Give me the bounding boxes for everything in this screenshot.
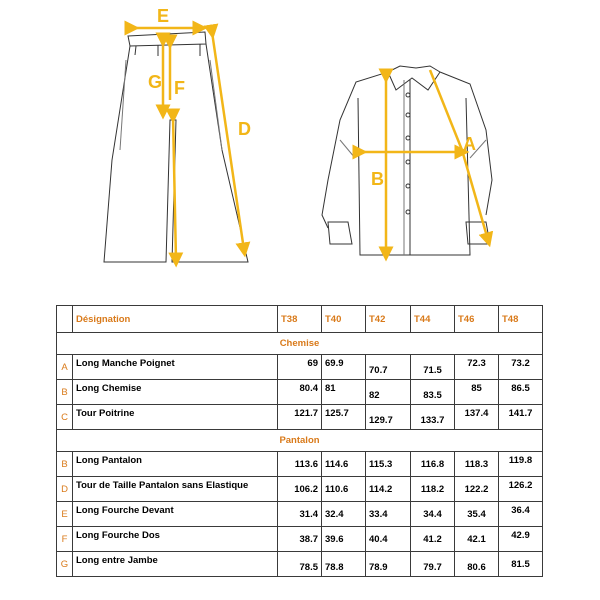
- cell-value: 114.6: [322, 452, 366, 477]
- cell-value: 41.2: [411, 527, 455, 552]
- cell-value: 79.7: [411, 552, 455, 577]
- cell-value: 110.6: [322, 477, 366, 502]
- table-row: [57, 355, 543, 380]
- label-d: D: [238, 119, 251, 139]
- section-row-chemise: [57, 333, 543, 355]
- cell-value: 81: [322, 380, 366, 405]
- row-label: Long Pantalon: [73, 452, 278, 477]
- section-title: Pantalon: [57, 430, 543, 452]
- row-letter: G: [57, 552, 73, 577]
- cell-value: 36.4: [499, 502, 543, 527]
- cell-value: 80.4: [278, 380, 322, 405]
- row-letter: B: [57, 452, 73, 477]
- cell-value: 32.4: [322, 502, 366, 527]
- cell-value: 80.6: [455, 552, 499, 577]
- cell-value: 119.8: [499, 452, 543, 477]
- row-letter: B: [57, 380, 73, 405]
- cell-value: 133.7: [411, 405, 455, 430]
- cell-value: 42.9: [499, 527, 543, 552]
- row-label: Long entre Jambe: [73, 552, 278, 577]
- row-label: Tour Poitrine: [73, 405, 278, 430]
- label-b: B: [371, 169, 384, 189]
- cell-value: 129.7: [366, 405, 411, 430]
- cell-value: 71.5: [411, 355, 455, 380]
- cell-value: 115.3: [366, 452, 411, 477]
- header-size: T42: [366, 306, 411, 333]
- cell-value: 118.3: [455, 452, 499, 477]
- row-letter: F: [57, 527, 73, 552]
- cell-value: 82: [366, 380, 411, 405]
- cell-value: 106.2: [278, 477, 322, 502]
- cell-value: 114.2: [366, 477, 411, 502]
- section-title: Chemise: [57, 333, 543, 355]
- section-row-pantalon: [57, 430, 543, 452]
- label-e: E: [157, 6, 170, 26]
- table-row: [57, 527, 543, 552]
- cell-value: 69: [278, 355, 322, 380]
- header-corner: [57, 306, 73, 333]
- cell-value: 141.7: [499, 405, 543, 430]
- cell-value: 38.7: [278, 527, 322, 552]
- cell-value: 42.1: [455, 527, 499, 552]
- header-size: T48: [499, 306, 543, 333]
- row-letter: C: [57, 405, 73, 430]
- table-row: [57, 452, 543, 477]
- header-designation: Désignation: [73, 306, 278, 333]
- row-letter: D: [57, 477, 73, 502]
- row-letter: E: [57, 502, 73, 527]
- cell-value: 35.4: [455, 502, 499, 527]
- cell-value: 85: [455, 380, 499, 405]
- cell-value: 83.5: [411, 380, 455, 405]
- cell-value: 70.7: [366, 355, 411, 380]
- header-size: T40: [322, 306, 366, 333]
- header-row: [57, 306, 543, 333]
- table-row: [57, 477, 543, 502]
- cell-value: 81.5: [499, 552, 543, 577]
- shirt-drawing: [322, 66, 492, 255]
- cell-value: 113.6: [278, 452, 322, 477]
- cell-value: 125.7: [322, 405, 366, 430]
- cell-value: 126.2: [499, 477, 543, 502]
- label-a: A: [463, 134, 476, 154]
- header-size: T44: [411, 306, 455, 333]
- cell-value: 78.8: [322, 552, 366, 577]
- row-letter: A: [57, 355, 73, 380]
- cell-value: 78.5: [278, 552, 322, 577]
- label-g: G: [148, 72, 163, 92]
- cell-value: 122.2: [455, 477, 499, 502]
- table-row: [57, 380, 543, 405]
- row-label: Long Manche Poignet: [73, 355, 278, 380]
- cell-value: 137.4: [455, 405, 499, 430]
- cell-value: 78.9: [366, 552, 411, 577]
- cell-value: 118.2: [411, 477, 455, 502]
- cell-value: 73.2: [499, 355, 543, 380]
- cell-value: 40.4: [366, 527, 411, 552]
- row-label: Tour de Taille Pantalon sans Elastique: [73, 477, 278, 502]
- header-size: T46: [455, 306, 499, 333]
- cell-value: 33.4: [366, 502, 411, 527]
- header-size: T38: [278, 306, 322, 333]
- cell-value: 116.8: [411, 452, 455, 477]
- cell-value: 86.5: [499, 380, 543, 405]
- cell-value: 69.9: [322, 355, 366, 380]
- cell-value: 72.3: [455, 355, 499, 380]
- row-label: Long Fourche Devant: [73, 502, 278, 527]
- pants-measure-arrows: [132, 28, 244, 260]
- cell-value: 121.7: [278, 405, 322, 430]
- table-row: [57, 405, 543, 430]
- cell-value: 31.4: [278, 502, 322, 527]
- size-chart-table: [56, 305, 543, 577]
- row-label: Long Fourche Dos: [73, 527, 278, 552]
- cell-value: 34.4: [411, 502, 455, 527]
- label-f: F: [174, 78, 185, 98]
- cell-value: 39.6: [322, 527, 366, 552]
- table-row: [57, 502, 543, 527]
- table-row: [57, 552, 543, 577]
- row-label: Long Chemise: [73, 380, 278, 405]
